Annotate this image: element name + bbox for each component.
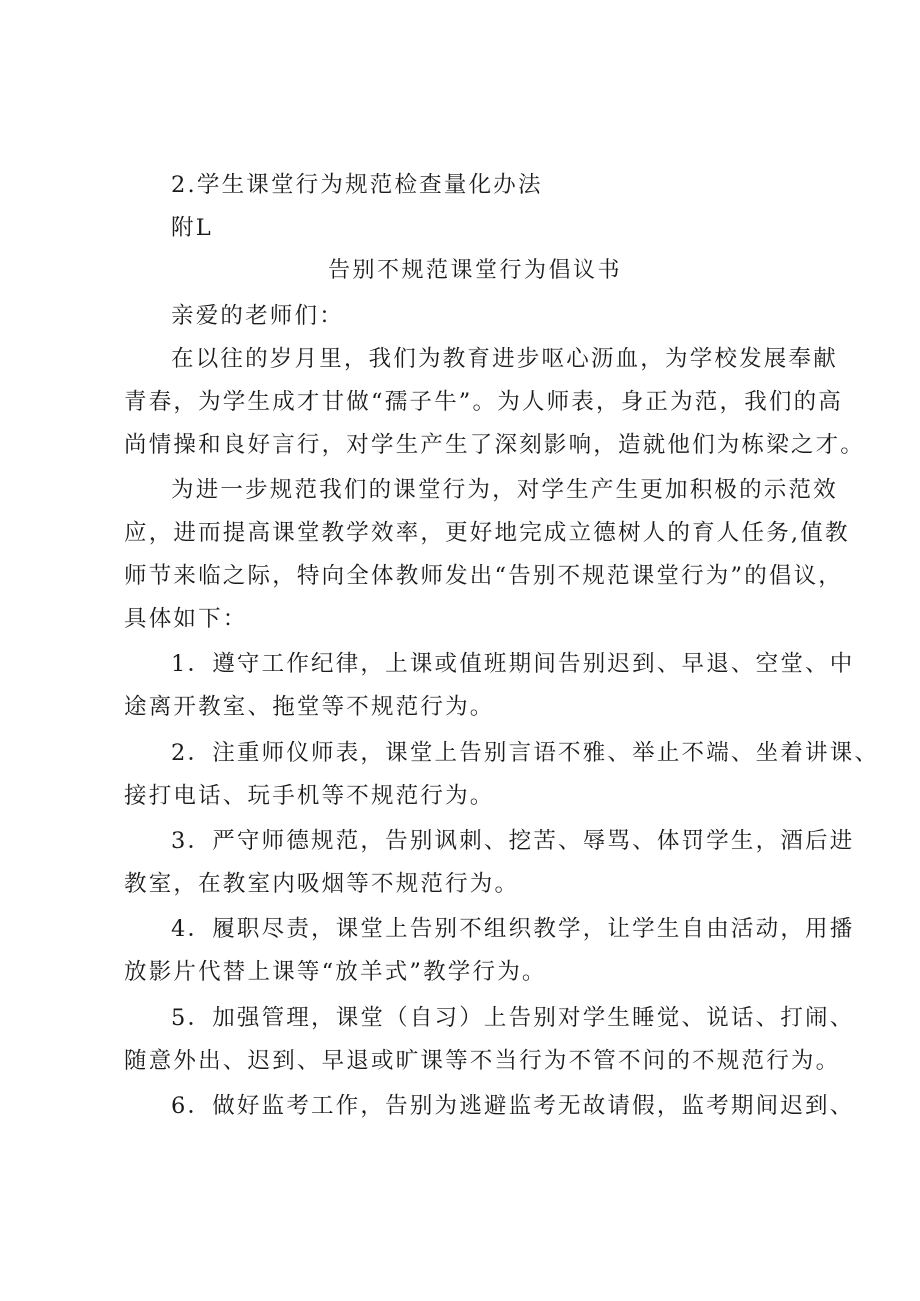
paragraph-line: 在以往的岁月里，我们为教育进步呕心沥血，为学校发展奉献 (171, 346, 838, 372)
list-item: 途离开教室、拖堂等不规范行为。 (124, 694, 495, 720)
list-item: 6．做好监考工作，告别为逃避监考无故请假，监考期间迟到、 (171, 1093, 855, 1119)
list-item: 5．加强管理，课堂（自习）上告别对学生睡觉、说话、打闹、 (171, 1005, 855, 1031)
paragraph-line: 青春，为学生成才甘做“孺子牛”。为人师表，身正为范，我们的高 (124, 389, 844, 415)
paragraph-line: 应，进而提高课堂教学效率，更好地完成立德树人的育人任务,值教 (124, 520, 850, 546)
attachment-list-item: 2.学生课堂行为规范检查量化办法 (171, 172, 543, 198)
salutation: 亲爱的老师们： (171, 303, 344, 329)
paragraph-line: 师节来临之际，特向全体教师发出“告别不规范课堂行为”的倡议， (124, 563, 844, 589)
list-item: 2．注重师仪师表，课堂上告别言语不雅、举止不端、坐着讲课、 (171, 740, 880, 766)
paragraph-line: 为进一步规范我们的课堂行为，对学生产生更加积极的示范效 (171, 477, 838, 503)
attachment-label: 附L (171, 215, 213, 241)
list-item: 3．严守师德规范，告别讽刺、挖苦、辱骂、体罚学生，酒后进 (171, 828, 855, 854)
paragraph-line: 具体如下： (124, 606, 248, 632)
list-item: 放影片代替上课等“放羊式”教学行为。 (124, 959, 547, 985)
list-item: 随意外出、迟到、早退或旷课等不当行为不管不问的不规范行为。 (124, 1048, 841, 1074)
paragraph-line: 尚情操和良好言行，对学生产生了深刻影响，造就他们为栋梁之才。 (124, 432, 866, 458)
list-item: 1．遵守工作纪律，上课或值班期间告别迟到、早退、空堂、中 (171, 651, 855, 677)
list-item: 4．履职尽责，课堂上告别不组织教学，让学生自由活动，用播 (171, 916, 855, 942)
list-item: 教室，在教室内吸烟等不规范行为。 (124, 871, 520, 897)
document-title: 告别不规范课堂行为倡议书 (328, 258, 623, 283)
list-item: 接打电话、玩手机等不规范行为。 (124, 783, 495, 809)
